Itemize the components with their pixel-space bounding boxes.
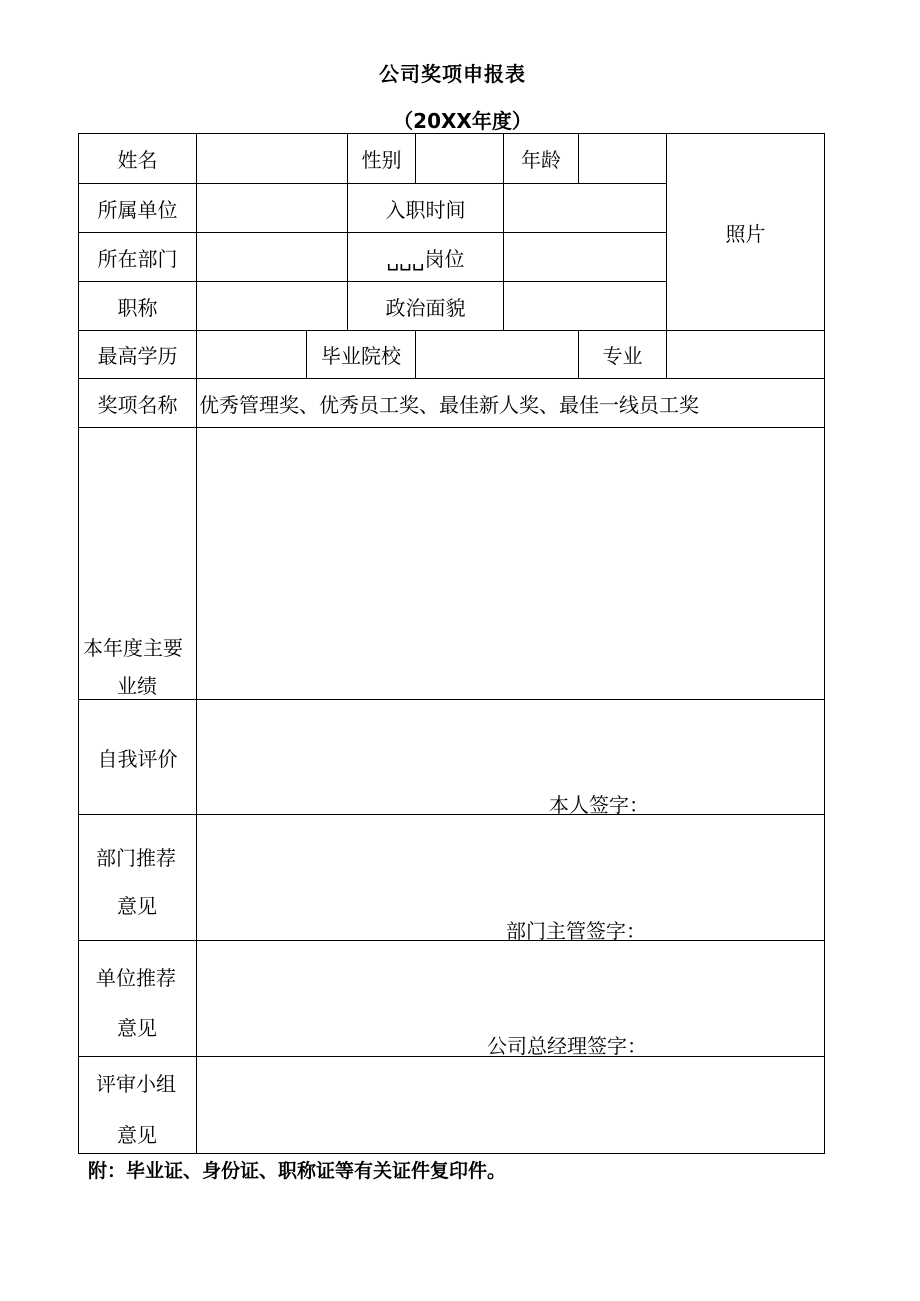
ceo-sign-label: 公司总经理签字： xyxy=(487,1034,647,1058)
dept-recommend-line1: 部门推荐 xyxy=(96,846,176,870)
gender-label: 性别 xyxy=(347,133,416,184)
job-title-input[interactable] xyxy=(196,281,348,331)
age-label: 年龄 xyxy=(503,133,579,184)
name-label: 姓名 xyxy=(78,133,197,184)
school-label: 毕业院校 xyxy=(306,330,416,379)
dept-recommend-input[interactable] xyxy=(196,814,825,941)
unit-recommend-line1: 单位推荐 xyxy=(96,966,176,990)
department-label: 所在部门 xyxy=(78,232,197,282)
panel-opinion-input[interactable] xyxy=(196,1056,825,1154)
self-sign-label: 本人签字： xyxy=(549,793,649,817)
unit-input[interactable] xyxy=(196,183,348,233)
hire-date-input[interactable] xyxy=(503,183,667,233)
gender-input[interactable] xyxy=(415,133,504,184)
photo-box[interactable]: 照片 xyxy=(666,133,825,331)
unit-recommend-line2: 意见 xyxy=(117,1016,157,1040)
attachment-note: 附：毕业证、身份证、职称证等有关证件复印件。 xyxy=(88,1160,507,1182)
hire-date-label: 入职时间 xyxy=(347,183,504,233)
self-eval-label: 自我评价 xyxy=(78,699,197,815)
department-input[interactable] xyxy=(196,232,348,282)
dept-recommend-line2: 意见 xyxy=(117,894,157,918)
political-status-label: 政治面貌 xyxy=(347,281,504,331)
award-name-label: 奖项名称 xyxy=(78,378,197,428)
panel-opinion-line2: 意见 xyxy=(117,1123,157,1147)
major-label: 专业 xyxy=(578,330,667,379)
major-input[interactable] xyxy=(666,330,825,379)
school-input[interactable] xyxy=(415,330,579,379)
name-input[interactable] xyxy=(196,133,348,184)
position-input[interactable] xyxy=(503,232,667,282)
unit-recommend-label xyxy=(78,940,197,1057)
dept-recommend-label xyxy=(78,814,197,941)
achievements-input[interactable] xyxy=(196,427,825,700)
achievements-label xyxy=(78,427,197,700)
education-label: 最高学历 xyxy=(78,330,197,379)
job-title-label: 职称 xyxy=(78,281,197,331)
form-title: 公司奖项申报表 xyxy=(379,62,526,86)
dept-sign-label: 部门主管签字： xyxy=(506,919,646,943)
award-options[interactable] xyxy=(196,378,825,428)
unit-label: 所属单位 xyxy=(78,183,197,233)
political-status-input[interactable] xyxy=(503,281,667,331)
self-eval-input[interactable] xyxy=(196,699,825,815)
panel-opinion-label xyxy=(78,1056,197,1154)
education-input[interactable] xyxy=(196,330,307,379)
unit-recommend-input[interactable] xyxy=(196,940,825,1057)
position-label: ␣␣␣岗位 xyxy=(347,232,504,282)
form-subtitle: （20XX年度） xyxy=(393,109,532,133)
award-options-text: 优秀管理奖、优秀员工奖、最佳新人奖、最佳一线员工奖 xyxy=(199,392,699,417)
achievements-label-line2: 业绩 xyxy=(117,674,157,698)
panel-opinion-line1: 评审小组 xyxy=(96,1072,176,1096)
age-input[interactable] xyxy=(578,133,667,184)
achievements-label-line1: 本年度主要 xyxy=(83,636,183,660)
